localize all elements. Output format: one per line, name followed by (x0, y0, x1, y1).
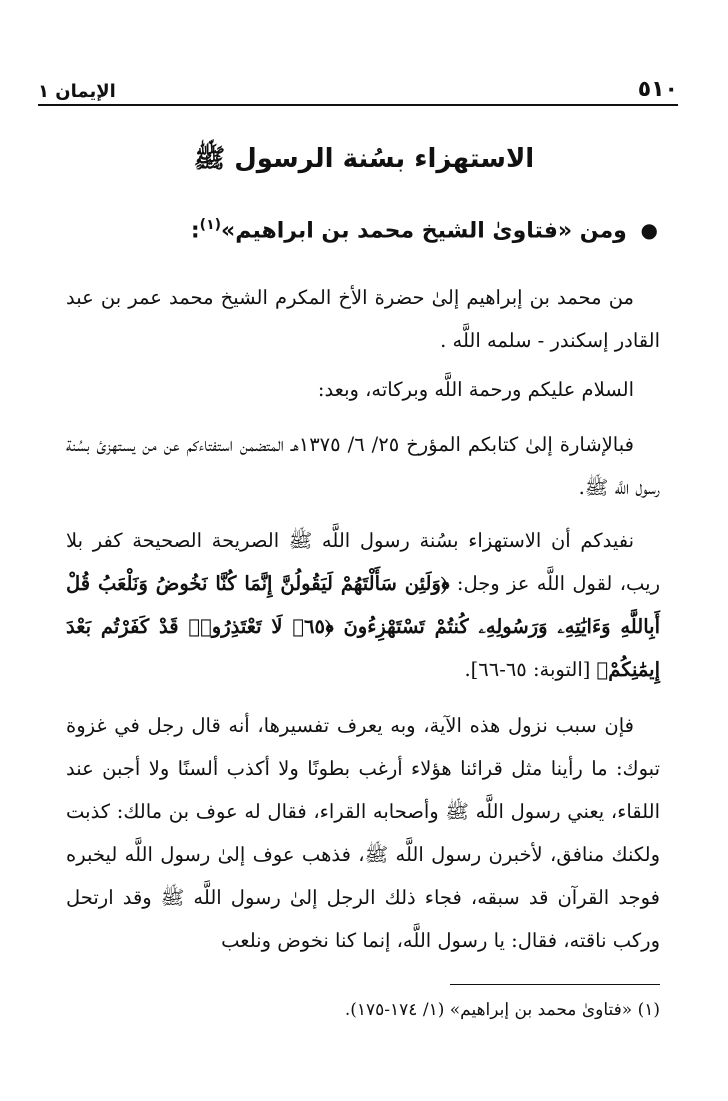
paragraph-5 (66, 704, 660, 962)
book-title: الإيمان ١ (38, 81, 116, 102)
paragraph-1-text: من محمد بن إبراهيم إلىٰ حضرة الأخ المكرم الشيخ محمد عمر بن عبد القادر إسكندر - سلمه اللَّه . (66, 286, 660, 352)
paragraph-1 (66, 276, 660, 362)
bullet-icon: ● (640, 218, 658, 243)
quran-verse: ﴿وَلَئِن سَأَلْتَهُمْ لَيَقُولُنَّ إِنَّمَا كُنَّا نَخُوضُ وَنَلْعَبُ قُلْ أَبِاللَّهِ وَءَايَٰتِهِۦ وَرَسُولِهِۦ كُنتُمْ تَسْتَهْزِءُونَ ﴿٦٥﴾ لَا تَعْتَذِرُوا۟ قَدْ كَفَرْتُم بَعْدَ إِيمَٰنِكُمْ﴾ (66, 572, 660, 681)
paragraph-5-text: فإن سبب نزول هذه الآية، وبه يعرف تفسيرها، أنه قال رجل في غزوة تبوك: ما رأينا مثل قرائنا هؤلاء أرغب بطونًا ولا أكذب ألسنًا ولا أجبن عند اللقاء، يعني رسول اللَّه ﷺ وأصحابه القراء، فقال له عوف بن مالك: كذبت ولكنك منافق، لأخبرن رسول اللَّه ﷺ، فذهب عوف إلىٰ رسول اللَّه ليخبره فوجد القرآن قد سبقه، فجاء ذلك الرجل إلىٰ رسول اللَّه ﷺ وقد ارتحل وركب ناقته، فقال: يا رسول اللَّه، إنما كنا نخوض ونلعب (66, 714, 660, 952)
greeting-text: السلام عليكم ورحمة اللَّه وبركاته، وبعد: (317, 378, 634, 401)
footnote-rule (450, 984, 660, 985)
footnote-marker: (١) (199, 217, 222, 233)
section-title: الاستهزاء بسُنة الرسول ﷺ (193, 144, 535, 174)
page-number: ٥١٠ (637, 77, 678, 102)
source-text: ومن «فتاوىٰ الشيخ محمد بن ابراهيم» (221, 218, 627, 244)
paragraph-greeting (66, 368, 660, 411)
paragraph-4 (66, 519, 660, 691)
running-head (38, 62, 678, 102)
source-colon: : (190, 218, 200, 244)
verse-reference: [التوبة: ٦٥-٦٦]. (464, 658, 597, 681)
paragraph-3-text: فبالإشارة إلىٰ كتابكم المؤرخ ٢٥/ ٦/ ١٣٧٥هـ المتضمن استفتاءكم عن من يستهزئ بسُنة رسول اللَّه ﷺ. (66, 433, 660, 499)
source-line (60, 217, 658, 243)
paragraph-4-text: نفيدكم أن الاستهزاء بسُنة رسول اللَّه ﷺ الصريحة الصحيحة كفر بلا ريب، لقول اللَّه عز وجل: (66, 529, 660, 595)
header-rule (38, 104, 678, 106)
footnote: (١) «فتاوىٰ محمد بن إبراهيم» (١/ ١٧٤-١٧٥). (344, 1000, 660, 1020)
paragraph-3 (66, 423, 660, 509)
